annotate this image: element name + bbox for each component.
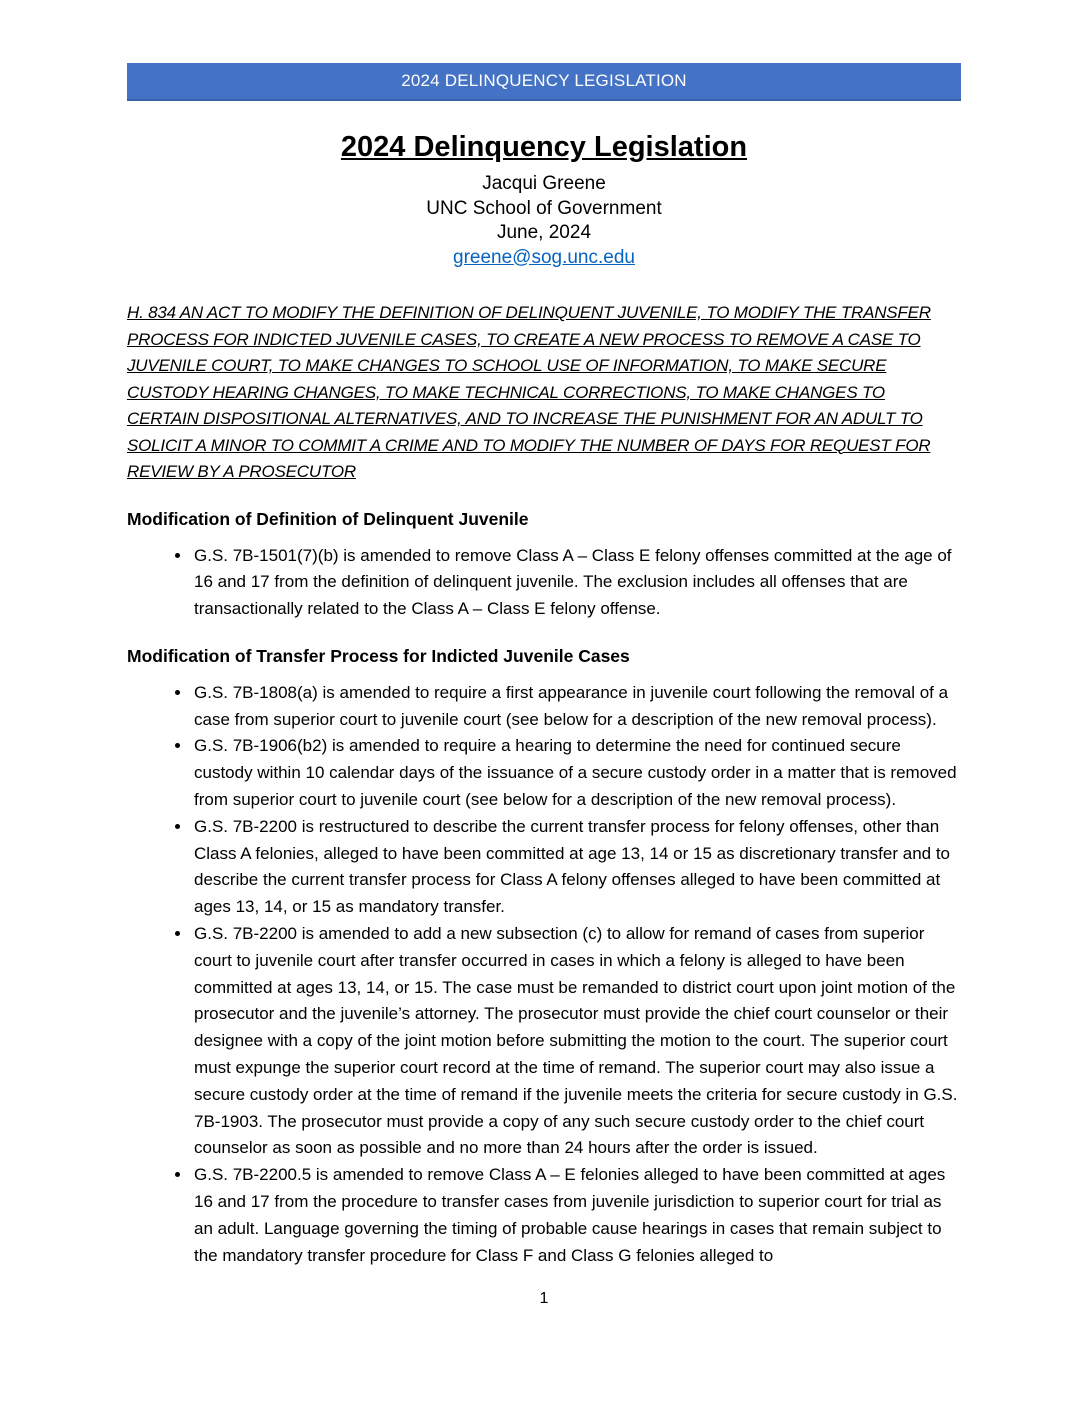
bullet-item: • G.S. 7B-1501(7)(b) is amended to remove Class A – Class E felony offenses committed at the age of 16 and 17 from the definition of delinquent juvenile. The exclusion includes all offenses that are transactionally related to the Class A – Class E felony offense. <box>192 543 961 623</box>
act-title: H. 834 AN ACT TO MODIFY THE DEFINITION OF DELINQUENT JUVENILE, TO MODIFY THE TRANSFER PROCESS FOR INDICTED JUVENILE CASES, TO CREATE A NEW PROCESS TO REMOVE A CASE TO JUVENILE COURT, TO MAKE CHANGES TO SCHOOL USE OF INFORMATION, TO MAKE SECURE CUSTODY HEARING CHANGES, TO MAKE TECHNICAL CORRECTIONS, TO MAKE CHANGES TO CERTAIN DISPOSITIONAL ALTERNATIVES, AND TO INCREASE THE PUNISHMENT FOR AN ADULT TO SOLICIT A MINOR TO COMMIT A CRIME AND TO MODIFY THE NUMBER OF DAYS FOR REQUEST FOR REVIEW BY A PROSECUTOR <box>127 303 931 481</box>
email-line <box>127 246 961 271</box>
email-link[interactable]: greene@sog.unc.edu <box>453 246 635 268</box>
page-number: 1 <box>539 1290 549 1307</box>
bullet-item: • G.S. 7B-2200 is restructured to describe the current transfer process for felony offenses, other than Class A felonies, alleged to have been committed at age 13, 14 or 15 as discretionary transfer and to describe the current transfer process for Class A felony offenses alleged to have been committed at ages 13, 14, or 15 as mandatory transfer. <box>192 814 961 921</box>
document-title: 2024 Delinquency Legislation <box>340 131 748 163</box>
section-heading-definition-of-delinquent-juvenile: Modification of Definition of Delinquent Juvenile <box>127 508 529 529</box>
page-header-banner <box>127 63 961 101</box>
bullet-item: • G.S. 7B-1906(b2) is amended to require a hearing to determine the need for continued secure custody within 10 calendar days of the issuance of a secure custody order in a matter that is removed from superior court to juvenile court (see below for a description of the new removal process). <box>192 733 961 813</box>
bullet-list-definition <box>127 543 961 623</box>
header-banner-text: 2024 DELINQUENCY LEGISLATION <box>401 71 687 90</box>
bullet-list-transfer-process <box>127 680 961 1270</box>
bullet-item: • G.S. 7B-1808(a) is amended to require a first appearance in juvenile court following the removal of a case from superior court to juvenile court (see below for a description of the new removal process). <box>192 680 961 734</box>
author-affiliation: UNC School of Government <box>426 197 662 219</box>
document-date: June, 2024 <box>496 222 592 243</box>
bullet-item: • G.S. 7B-2200 is amended to add a new subsection (c) to allow for remand of cases from superior court to juvenile court after transfer occurred in cases in which a felony is alleged to have been committed at ages 13, 14, or 15. The case must be remanded to district court upon joint motion of the prosecutor and the juvenile’s attorney. The prosecutor must provide the chief court counselor or their designee with a copy of the joint motion before submitting the motion to the court. The superior court must expunge the superior court record at the time of remand. The superior court may also issue a secure custody order at the time of remand if the juvenile meets the criteria for secure custody in G.S. 7B-1903. The prosecutor must provide a copy of any such secure custody order to the chief court counselor as soon as possible and no more than 24 hours after the order is issued. <box>192 921 961 1162</box>
bullet-item: • G.S. 7B-2200.5 is amended to remove Class A – E felonies alleged to have been committed at ages 16 and 17 from the procedure to transfer cases from juvenile jurisdiction to superior court for trial as an adult. Language governing the timing of probable cause hearings in cases that remain subject to the mandatory transfer procedure for Class F and Class G felonies alleged to <box>192 1162 961 1269</box>
title-block <box>127 131 961 270</box>
author-name: Jacqui Greene <box>482 173 606 194</box>
section-heading-transfer-process: Modification of Transfer Process for Indicted Juvenile Cases <box>127 645 630 666</box>
